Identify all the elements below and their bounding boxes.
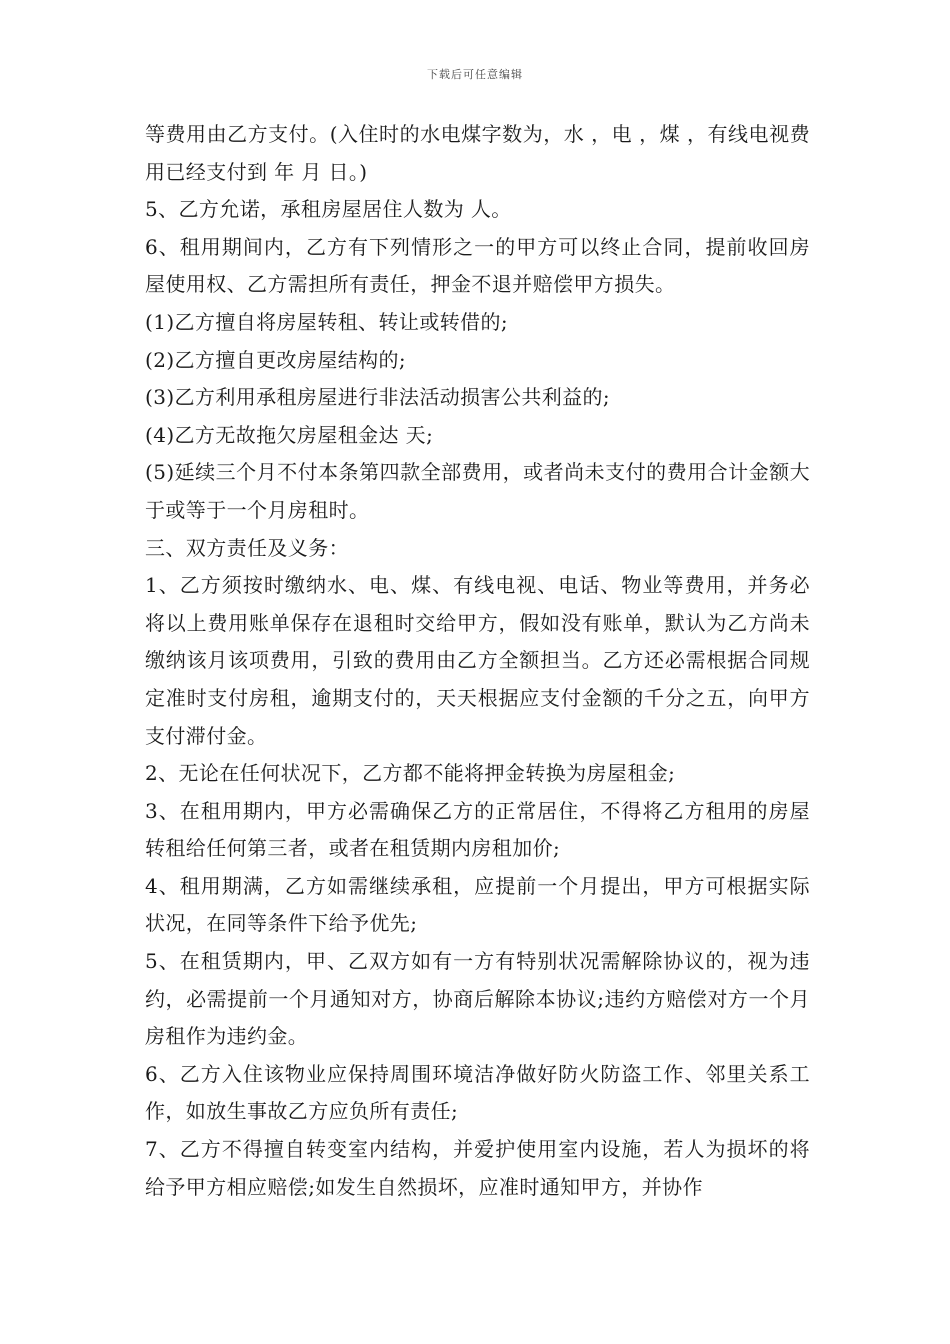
paragraph-duty-7: 7、乙方不得擅自转变室内结构，并爱护使用室内设施，若人为损坏的将给予甲方相应赔偿;如发生自然损坏，应准时通知甲方，并协作 xyxy=(145,1137,810,1199)
paragraph-termination-item-1: (1)乙方擅自将房屋转租、转让或转借的; xyxy=(145,309,509,334)
paragraph-duty-2: 2、无论在任何状况下，乙方都不能将押金转换为房屋租金; xyxy=(145,761,676,786)
page-header: 下载后可任意编辑 xyxy=(427,68,523,81)
paragraph-termination-item-5: (5)延续三个月不付本条第四款全部费用，或者尚未支付的费用合计金额大于或等于一个月房租时。 xyxy=(145,460,810,522)
paragraph-fees-continued: 等费用由乙方支付。(入住时的水电煤字数为，水 ，电 ，煤 ，有线电视费用已经支付到 年 月 日。) xyxy=(145,122,810,184)
paragraph-duty-6: 6、乙方入住该物业应保持周围环境洁净做好防火防盗工作、邻里关系工作，如放生事故乙方应负所有责任; xyxy=(145,1061,810,1124)
paragraph-duty-3: 3、在租用期内，甲方必需确保乙方的正常居住，不得将乙方租用的房屋转租给任何第三者，或者在租赁期内房租加价; xyxy=(145,798,810,861)
paragraph-termination-item-3: (3)乙方利用承租房屋进行非法活动损害公共利益的; xyxy=(145,385,611,410)
paragraph-duty-1: 1、乙方须按时缴纳水、电、煤、有线电视、电话、物业等费用，并务必将以上费用账单保存在退租时交给甲方，假如没有账单，默认为乙方尚未缴纳该月该项费用，引致的费用由乙方全额担当。乙方还必需根据合同规定准时支付房租，逾期支付的，天天根据应支付金额的千分之五，向甲方支付滞付金。 xyxy=(145,573,810,748)
document-body xyxy=(145,116,810,1206)
section-heading-responsibilities: 三、双方责任及义务： xyxy=(145,535,349,560)
paragraph-duty-5: 5、在租赁期内，甲、乙双方如有一方有特别状况需解除协议的，视为违约，必需提前一个月通知对方，协商后解除本协议;违约方赔偿对方一个月房租作为违约金。 xyxy=(145,949,810,1049)
paragraph-termination-item-4: (4)乙方无故拖欠房屋租金达 天; xyxy=(145,422,434,447)
paragraph-termination-item-2: (2)乙方擅自更改房屋结构的; xyxy=(145,347,407,372)
paragraph-termination: 6、租用期间内，乙方有下列情形之一的甲方可以终止合同，提前收回房屋使用权、乙方需担所有责任，押金不退并赔偿甲方损失。 xyxy=(145,234,810,297)
paragraph-occupants: 5、乙方允诺，承租房屋居住人数为 人。 xyxy=(145,197,512,222)
paragraph-duty-4: 4、租用期满，乙方如需继续承租，应提前一个月提出，甲方可根据实际状况，在同等条件下给予优先; xyxy=(145,873,810,936)
